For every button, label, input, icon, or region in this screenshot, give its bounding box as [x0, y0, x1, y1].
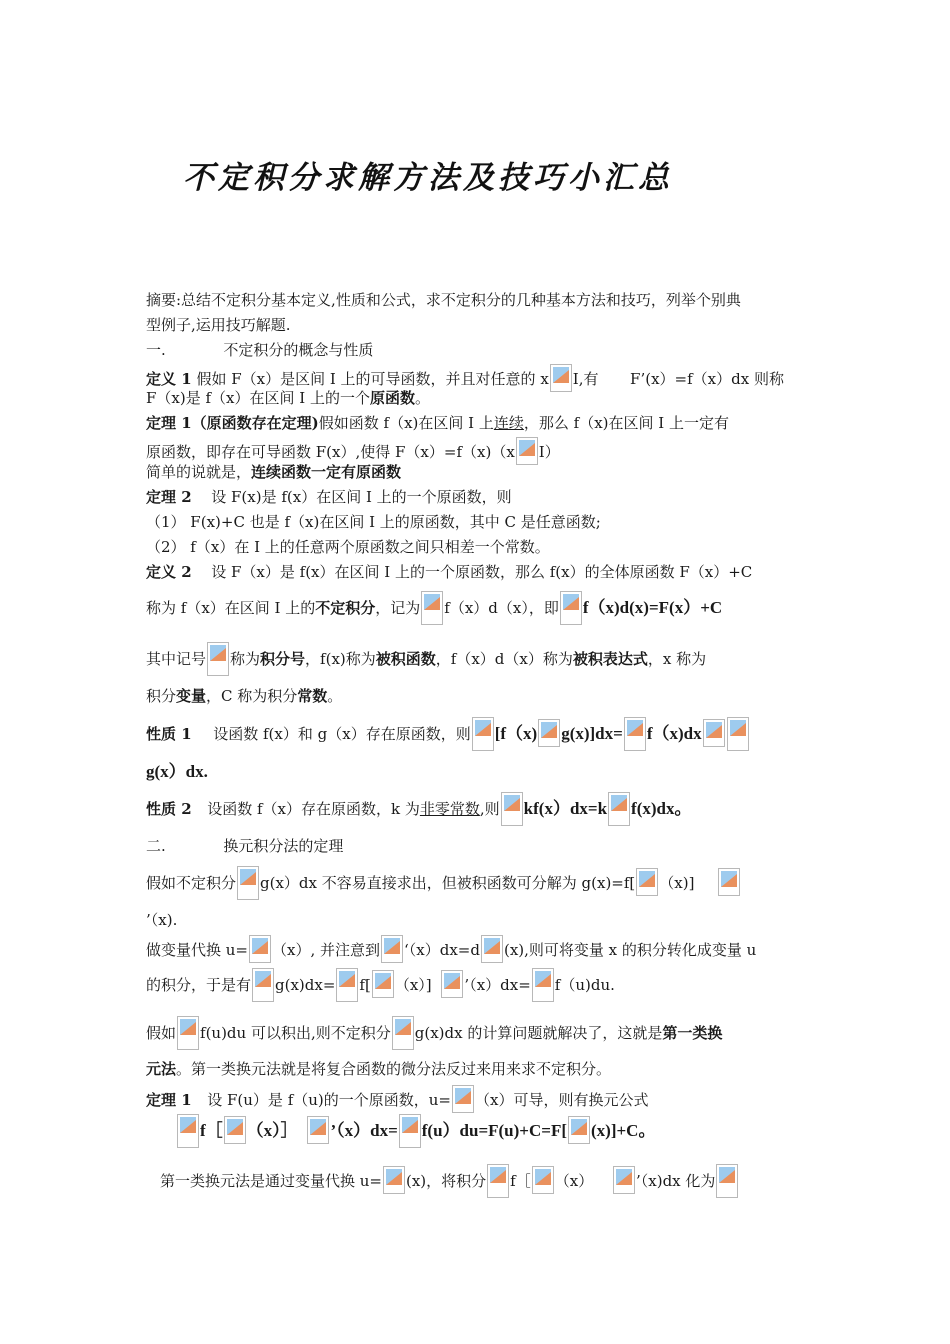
- substitution-line-4: [146, 968, 810, 1002]
- broken-image-icon: [538, 719, 560, 747]
- abstract-line-1: 摘要:总结不定积分基本定义,性质和公式，求不定积分的几种基本方法和技巧，列举个别典: [146, 291, 741, 309]
- definition-2-line-1: [146, 562, 810, 582]
- broken-image-icon: [383, 1166, 405, 1194]
- broken-image-icon: [481, 935, 503, 963]
- theorem-text: 设 F(x)是 f(x）在区间 I 上的一个原函数，则: [211, 488, 512, 506]
- definition-text: 。: [414, 389, 430, 407]
- broken-image-icon: [568, 1116, 590, 1144]
- formula-part: g(x)]dx=: [561, 724, 623, 743]
- summary-emphasis: 连续函数一定有原函数: [251, 463, 402, 481]
- property-label: 性质 2: [146, 800, 192, 818]
- closing-line: [160, 1164, 824, 1198]
- term-indefinite-integral: 不定积分: [315, 599, 376, 617]
- theorem-2-item-2: （2） f（x）在 I 上的任意两个原函数之间只相差一个常数。: [146, 538, 550, 556]
- body-text: g(x)dx 的计算问题就解决了，这就是: [414, 1024, 663, 1042]
- body-text: 。第一类换元法就是将复合函数的微分法反过来用来求不定积分。: [176, 1060, 612, 1078]
- broken-image-icon: [381, 935, 403, 963]
- definition-text: ，x 称为: [647, 650, 707, 668]
- definition-label: 定义 1: [146, 370, 192, 388]
- section-title: 不定积分的概念与性质: [223, 341, 374, 359]
- definition-text: 。: [327, 687, 343, 705]
- formula-part: f［: [200, 1121, 223, 1140]
- substitution-line-5: [146, 1016, 810, 1050]
- definition-2-line-3: [146, 642, 810, 676]
- broken-image-icon: [718, 868, 740, 896]
- definition-text: 称为 f（x）在区间 I 上的: [146, 599, 316, 617]
- body-text: ‘（x）dx=d: [404, 941, 480, 959]
- formula-definition: f（x)d(x)=F(x）+C: [582, 598, 723, 617]
- broken-image-icon: [249, 935, 271, 963]
- theorem-text: 原函数，即存在可导函数 F(x）,使得 F（x）=f（x)（x: [146, 443, 515, 461]
- theorem-text: 假如函数 f（x)在区间 I 上: [318, 414, 494, 432]
- theorem-text: ，那么 f（x)在区间 I 上一定有: [523, 414, 729, 432]
- theorem-text: （x）可导，则有换元公式: [475, 1091, 649, 1109]
- term-primitive: 原函数: [369, 389, 415, 407]
- definition-2-line-2: [146, 591, 810, 625]
- term-constant: 常数: [297, 687, 328, 705]
- definition-text: 其中记号: [146, 650, 207, 668]
- substitution-line-1: [146, 866, 810, 900]
- integral-sign-image-icon: [392, 1016, 414, 1050]
- theorem-1-line-1: [146, 413, 810, 433]
- integral-sign-image-icon: [252, 968, 274, 1002]
- property-1-line-2: [146, 762, 810, 782]
- body-text: g(x）dx 不容易直接求出，但被积函数可分解为 g(x)=f[: [260, 874, 636, 892]
- definition-text: 积分: [146, 687, 177, 705]
- body-text: ’（x）dx=: [464, 976, 531, 994]
- integral-sign-image-icon: [560, 591, 582, 625]
- broken-image-icon: [224, 1116, 246, 1144]
- integral-sign-image-icon: [501, 792, 523, 826]
- definition-text: ，记为: [375, 599, 421, 617]
- body-text: f[: [359, 976, 371, 994]
- term-continuous: 连续: [493, 414, 524, 432]
- body-text: 做变量代换 u=: [146, 941, 248, 959]
- definition-1-line-2: [146, 388, 810, 408]
- substitution-line-6: [146, 1059, 810, 1079]
- formula-part: g(x）dx.: [146, 762, 208, 781]
- definition-text: ，f（x）d（x）称为: [435, 650, 573, 668]
- broken-image-icon: [372, 970, 394, 998]
- formula-part: (x)]+C。: [591, 1121, 656, 1140]
- body-text: （x）, 并注意到: [272, 941, 380, 959]
- body-text: f［: [510, 1172, 531, 1190]
- integral-sign-image-icon: [727, 717, 749, 751]
- theorem-label: 定理 1（原函数存在定理): [146, 414, 319, 432]
- integral-sign-image-icon: [399, 1114, 421, 1148]
- definition-text: 假如 F（x）是区间 I 上的可导函数，并且对任意的 x: [196, 370, 549, 388]
- broken-image-icon: [613, 1166, 635, 1194]
- page-title: 不定积分求解方法及技巧小汇总: [183, 160, 673, 196]
- integral-sign-image-icon: [177, 1016, 199, 1050]
- section-1-heading: [146, 340, 810, 360]
- summary-text: 简单的说就是，: [146, 463, 252, 481]
- property-label: 性质 1: [146, 725, 192, 743]
- section-title: 换元积分法的定理: [223, 837, 344, 855]
- integral-sign-image-icon: [472, 717, 494, 751]
- integral-sign-image-icon: [624, 717, 646, 751]
- theorem-1b-line: [146, 1085, 810, 1113]
- theorem-text: 设 F(u）是 f（u)的一个原函数，u=: [207, 1091, 451, 1109]
- formula-part: （x）］: [246, 1121, 298, 1140]
- definition-label: 定义 2: [146, 563, 192, 581]
- theorem-1-line-2: [146, 437, 810, 465]
- property-2-line: [146, 792, 810, 826]
- section-number: 二.: [146, 837, 166, 855]
- definition-text: F’(x）=f（x）dx 则称: [630, 370, 784, 388]
- term-first-substitution: 元法: [146, 1060, 177, 1078]
- formula-part: f(x)dx。: [631, 799, 692, 818]
- broken-image-icon: [452, 1085, 474, 1113]
- integral-sign-image-icon: [177, 1114, 199, 1148]
- integral-sign-image-icon: [487, 1164, 509, 1198]
- broken-image-icon: [703, 719, 725, 747]
- body-text: （x)]: [659, 874, 695, 892]
- formula-part: f（x)dx: [646, 724, 702, 743]
- body-text: ’（x)dx 化为: [635, 1172, 716, 1190]
- term-first-substitution: 第一类换: [662, 1024, 723, 1042]
- theorem-2-line: [146, 487, 810, 507]
- theorem-label: 定理 1: [146, 1091, 192, 1109]
- body-text: (x)，将积分: [406, 1172, 487, 1190]
- body-text: g(x)dx=: [275, 976, 336, 994]
- definition-text: I,有: [572, 370, 599, 388]
- formula-part: f(u）du=F(u)+C=F[: [421, 1121, 567, 1140]
- broken-image-icon: [307, 1116, 329, 1144]
- term-integral-sign: 积分号: [260, 650, 306, 668]
- term-variable: 变量: [176, 687, 207, 705]
- substitution-line-2: ’（x).: [146, 911, 178, 929]
- property-text: ,则: [479, 800, 500, 818]
- formula-part: kf(x）dx=k: [523, 799, 608, 818]
- property-text: 设函数 f（x）存在原函数，k 为: [207, 800, 420, 818]
- property-1-line-1: [146, 717, 810, 751]
- section-number: 一.: [146, 341, 166, 359]
- broken-image-icon: [532, 1166, 554, 1194]
- definition-text: 称为: [230, 650, 261, 668]
- theorem-text: I）: [538, 443, 560, 461]
- integral-sign-image-icon: [716, 1164, 738, 1198]
- integral-sign-image-icon: [608, 792, 630, 826]
- body-text: （x）: [554, 1172, 594, 1190]
- integral-sign-image-icon: [421, 591, 443, 625]
- formula-part: ’（x）dx=: [330, 1121, 398, 1140]
- theorem-label: 定理 2: [146, 488, 192, 506]
- body-text: f（u)du.: [554, 976, 615, 994]
- definition-text: 设 F（x）是 f(x）在区间 I 上的一个原函数，那么 f(x）的全体原函数 F（x）+C: [211, 563, 753, 581]
- definition-text: F（x)是 f（x）在区间 I 上的一个: [146, 389, 370, 407]
- theorem-2-item-1: （1） F(x)+C 也是 f（x)在区间 I 上的原函数，其中 C 是任意函数;: [146, 513, 601, 531]
- property-text: 设函数 f(x）和 g（x）存在原函数，则: [213, 725, 471, 743]
- substitution-line-3: [146, 935, 810, 963]
- body-text: (x),则可将变量 x 的积分转化成变量 u: [503, 941, 757, 959]
- integral-sign-image-icon: [237, 866, 259, 900]
- broken-image-icon: [516, 437, 538, 465]
- body-text: f(u)du 可以积出,则不定积分: [200, 1024, 391, 1042]
- integral-sign-image-icon: [532, 968, 554, 1002]
- term-integrand-expression: 被积表达式: [572, 650, 648, 668]
- integral-sign-image-icon: [336, 968, 358, 1002]
- section-2-heading: [146, 836, 810, 856]
- definition-2-line-4: [146, 686, 810, 706]
- term-integrand: 被积函数: [375, 650, 436, 668]
- integral-sign-image-icon: [207, 642, 229, 676]
- body-text: 第一类换元法是通过变量代换 u=: [160, 1172, 382, 1190]
- definition-text: f（x）d（x），即: [444, 599, 559, 617]
- body-text: 的积分，于是有: [146, 976, 252, 994]
- body-text: 假如不定积分: [146, 874, 237, 892]
- definition-text: ，f(x)称为: [305, 650, 376, 668]
- substitution-formula: [176, 1114, 840, 1148]
- formula-part: [f（x): [494, 724, 538, 743]
- term-nonzero-constant: 非零常数: [419, 800, 480, 818]
- definition-text: ，C 称为积分: [206, 687, 298, 705]
- body-text: （x）]: [394, 976, 432, 994]
- body-text: 假如: [146, 1024, 177, 1042]
- abstract-line-2: 型例子,运用技巧解题.: [146, 316, 291, 334]
- broken-image-icon: [441, 970, 463, 998]
- broken-image-icon: [636, 868, 658, 896]
- summary-line: [146, 462, 810, 482]
